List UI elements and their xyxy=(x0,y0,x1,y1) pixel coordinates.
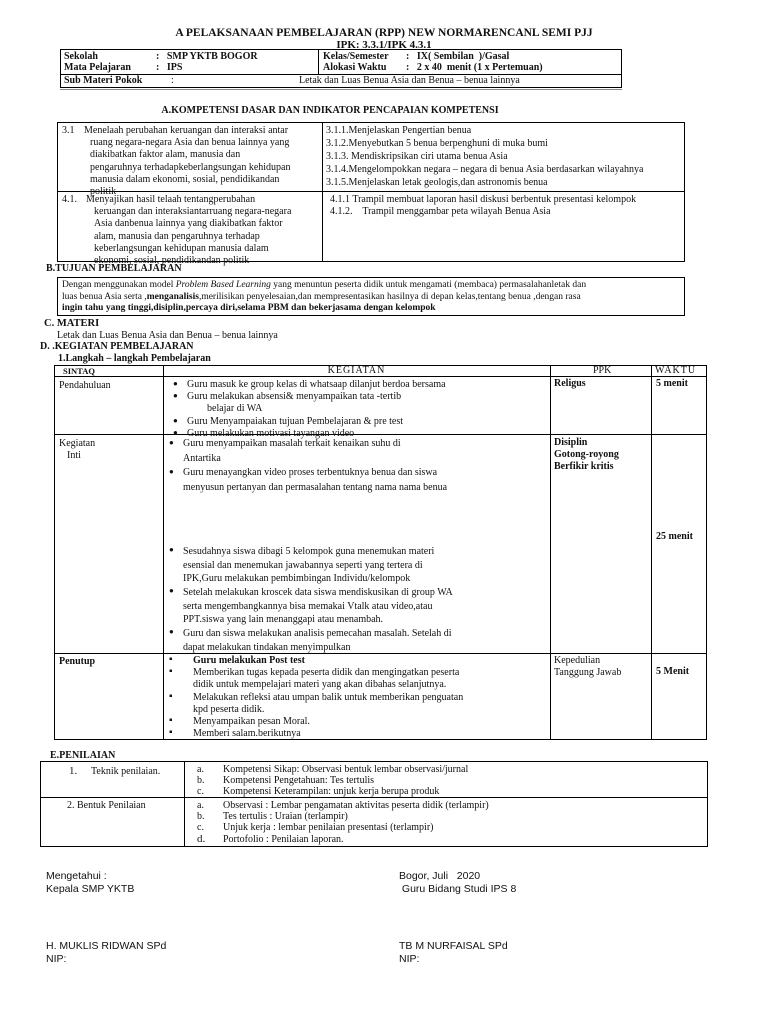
penilaian-table xyxy=(40,761,708,847)
col-ppk: PPK xyxy=(593,365,612,376)
waktu-penutup: 5 Menit xyxy=(656,666,690,677)
ppk-item: Disiplin xyxy=(554,437,588,448)
sign-right-role: Guru Bidang Studi IPS 8 xyxy=(399,882,517,895)
sign-right-place-date: Bogor, Juli 2020 xyxy=(399,870,481,882)
col-sintaq: SINTAQ xyxy=(63,366,95,376)
list-item: ● Guru Menyampaiakan tujuan Pembelajaran & pre test xyxy=(171,416,549,428)
list-item: Tes tertulis : Uraian (terlampir) xyxy=(223,811,348,822)
tujuan-text: Dengan menggunakan model xyxy=(62,280,176,290)
kd4-number: 4.1. xyxy=(62,194,77,205)
list-item: Kompetensi Pengetahuan: Tes tertulis xyxy=(223,775,375,786)
kd4-line: alam, manusia dan pengaruhnya terhadap xyxy=(94,230,260,242)
kd4-line: keruangan dan interaksiantarruang negara-negara xyxy=(94,206,292,218)
kd3-number: 3.1 xyxy=(62,125,75,136)
list-item: ● Guru menayangkan video proses terbentuknya benua dan siswa xyxy=(167,466,549,481)
list-item: ● Guru masuk ke group kelas di whatsaap dilanjut berdoa bersama xyxy=(171,379,549,391)
sign-left-person: H. MUKLIS RIDWAN SPd xyxy=(46,940,167,952)
list-marker: c. xyxy=(197,822,204,833)
indicator-item: 3.1.1.Menjelaskan Pengertian benua xyxy=(326,125,472,136)
sintaq-pendahuluan: Pendahuluan xyxy=(59,380,111,391)
kd4-line: ekonomi, sosial, pendidikandan politik xyxy=(94,254,250,266)
list-item: esensial dan menemukan jawabannya seperti yang tertera di xyxy=(183,559,423,571)
sintaq-inti-line: Inti xyxy=(67,450,81,462)
submateri-underline xyxy=(60,89,622,90)
bentuk-label: 2. Bentuk Penilaian xyxy=(67,800,146,811)
list-marker: a. xyxy=(197,764,204,775)
teknik-list xyxy=(197,764,702,797)
teknik-number: 1. xyxy=(69,765,78,777)
mapel-label: Mata Pelajaran xyxy=(64,62,131,73)
ppk-pendahuluan: Religus xyxy=(554,378,586,389)
tujuan-bold: menganalisis xyxy=(146,291,199,302)
ipk-line: IPK: 3.3.1/IPK 4.3.1 xyxy=(336,39,432,51)
sintaq-inti-line: Kegiatan xyxy=(59,438,96,449)
list-item: Observasi : Lembar pengamatan aktivitas peserta didik (terlampir) xyxy=(223,800,489,811)
submateri-label: Sub Materi Pokok xyxy=(64,75,143,86)
kd3-text xyxy=(84,125,320,198)
list-item: ▪ Menyampaikan pesan Moral. xyxy=(167,716,549,728)
section-e-heading: E.PENILAIAN xyxy=(50,750,116,761)
kd3-line: diakibatkan faktor alam, manusia dan xyxy=(90,149,241,161)
list-item: ▪ Memberi salam.berikutnya xyxy=(167,728,549,740)
list-item: ● Guru menyampaikan masalah terkait kenaikan suhu di xyxy=(167,437,549,452)
list-marker: a. xyxy=(197,800,204,811)
indicator-item: 4.1.1 Trampil membuat laporan hasil diskusi berbentuk presentasi kelompok xyxy=(330,194,637,205)
kd3-line: pengaruhnya terhadapkeberlangsungan kehidupan xyxy=(90,161,291,173)
list-item: ▪ Melakukan refleksi atau umpan balik untuk memberikan penguatan xyxy=(167,692,549,704)
indicator-item: 3.1.3. Mendiskripsikan ciri utama benua Asia xyxy=(326,151,508,162)
list-item: ▪ Memberikan tugas kepada peserta didik dan mengingatkan peserta xyxy=(167,667,549,679)
indicator-item: 4.1.2. Trampil menggambar peta wilayah Benua Asia xyxy=(330,206,551,217)
ppk-item: Tanggung Jawab xyxy=(554,667,622,679)
tujuan-text: ,merilisikan penyelesaian,dan mempresentasikan hasilnya di depan kelas,tentang benua ,dengan rasa xyxy=(198,291,581,302)
section-a-heading: A.KOMPETENSI DASAR DAN INDIKATOR PENCAPAIAN KOMPETENSI xyxy=(161,105,499,116)
list-item: Unjuk kerja : lembar penilaian presentasi (terlampir) xyxy=(223,822,434,833)
signature-left xyxy=(46,870,134,896)
tujuan-bold: ingin tahu yang tinggi,disiplin,percaya diri,selama PBM dan bekerjasama dengan kelompok xyxy=(62,303,436,314)
sign-left-nip: NIP: xyxy=(46,952,67,965)
kd-table xyxy=(57,122,685,266)
materi-text: Letak dan Luas Benua Asia dan Benua – benua lainnya xyxy=(57,330,278,341)
sign-right-nip: NIP: xyxy=(399,952,420,965)
list-item: ● Guru melakukan motivasi tayangan video xyxy=(171,428,549,440)
section-c-heading: C. MATERI xyxy=(44,318,100,329)
tujuan-model: Problem Based Learning xyxy=(175,280,271,290)
kd3-line: politik xyxy=(90,185,117,197)
pendahuluan-list xyxy=(171,379,549,440)
list-item: didik untuk mempelajari materi yang akan dibahas selanjutnya. xyxy=(193,679,447,691)
sign-left-known: Mengetahui : xyxy=(46,870,107,882)
kd3-line: manusia dalam ekonomi, sosial, pendidikandan xyxy=(90,173,280,185)
ppk-item: Berfikir kritis xyxy=(554,461,614,473)
sintaq-inti xyxy=(59,438,95,462)
penutup-list xyxy=(167,655,549,740)
tujuan-text: yang menuntun peserta didik untuk mengamati (membaca) permasalahanletak dan xyxy=(270,280,587,290)
indicator-item: 3.1.5.Menjelaskan letak geologis,dan astronomis benua xyxy=(326,177,548,188)
list-item: serta mengembangkannya bisa memakai Vtalk atau video,atau xyxy=(183,600,433,612)
list-item: menyusun pertanyan dan permasalahan tentang nama nama benua xyxy=(183,481,448,493)
inti-list-top xyxy=(167,437,549,495)
ppk-inti xyxy=(554,437,619,474)
kd3-line: ruang negara-negara Asia dan benua lainnya yang xyxy=(90,137,290,149)
list-item: Kompetensi Sikap: Observasi bentuk lembar observasi/jurnal xyxy=(223,764,469,775)
signature-right-name xyxy=(399,940,508,966)
indicator-item: 3.1.2.Menyebutkan 5 benua berpenghuni di muka bumi xyxy=(326,138,548,149)
list-item: dapat melakukan tindakan menyimpulkan xyxy=(183,641,351,653)
submateri-value: Letak dan Luas Benua Asia dan Benua – benua lainnya xyxy=(299,75,520,86)
bentuk-list xyxy=(197,800,702,844)
indicator-4-list xyxy=(330,194,682,218)
list-item: Kompetensi Keterampilan: unjuk kerja berupa produk xyxy=(223,786,440,797)
kd4-line: Menyajikan hasil telaah tentangperubahan xyxy=(86,194,256,205)
list-item: ● Guru dan siswa melakukan analisis pemecahan masalah. Setelah di xyxy=(167,627,549,641)
kd4-line: keberlangsungan kehidupan manusia dalam xyxy=(94,242,269,254)
sign-left-role: Kepala SMP YKTB xyxy=(46,882,135,895)
list-marker: d. xyxy=(197,833,206,845)
list-item: belajar di WA xyxy=(207,403,263,415)
alokasi-label: Alokasi Waktu xyxy=(323,62,387,73)
kd4-text xyxy=(86,194,320,267)
list-marker: b. xyxy=(197,775,205,786)
sekolah-value: : SMP YKTB BOGOR xyxy=(156,51,258,62)
waktu-inti: 25 menit xyxy=(656,531,693,542)
indicator-item: 3.1.4.Mengelompokkan negara – negara di benua Asia berdasarkan wilayahnya xyxy=(326,164,644,175)
list-item: ▪ Guru melakukan Post test xyxy=(167,655,549,667)
list-item: ● Sesudahnya siswa dibagi 5 kelompok guna menemukan materi xyxy=(167,545,549,559)
section-d-heading: D. .KEGIATAN PEMBELAJARAN xyxy=(40,341,194,352)
list-item: kpd peserta didik. xyxy=(193,703,265,715)
sekolah-label: Sekolah xyxy=(64,51,98,62)
submateri-colon: : xyxy=(171,75,174,86)
waktu-pendahuluan: 5 menit xyxy=(656,378,688,389)
ppk-item: Kepedulian xyxy=(554,655,601,666)
list-item: IPK,Guru melakukan pembimbingan Individu/kelompok xyxy=(183,573,411,585)
list-item: ● Guru melakukan absensi& menyampaikan tata -tertib xyxy=(171,391,549,403)
list-item: Antartika xyxy=(183,452,221,464)
alokasi-value: : 2 x 40 menit (1 x Pertemuan) xyxy=(406,62,543,73)
tujuan-text: luas benua Asia serta , xyxy=(62,291,147,302)
section-b-heading: B.TUJUAN PEMBELAJARAN xyxy=(46,263,182,274)
list-item: PPT.siswa yang lain menanggapi atau menambah. xyxy=(183,614,384,626)
col-kegiatan: KEGIATAN xyxy=(327,365,386,376)
signature-left-name xyxy=(46,940,166,966)
list-marker: b. xyxy=(197,811,205,822)
kd3-line: Menelaah perubahan keruangan dan interaksi antar xyxy=(84,125,289,136)
sign-right-person: TB M NURFAISAL SPd xyxy=(399,940,508,952)
document-title: A PELAKSANAAN PEMBELAJARAN (RPP) NEW NORMARENCANL SEMI PJJ xyxy=(175,27,593,39)
indicator-3-list xyxy=(326,125,682,190)
kegiatan-table xyxy=(54,365,707,740)
ppk-penutup xyxy=(554,655,621,679)
inti-list-bottom xyxy=(167,545,549,655)
mapel-value: : IPS xyxy=(156,62,183,73)
tujuan-box xyxy=(57,277,685,316)
signature-right xyxy=(399,870,516,896)
ppk-item: Gotong-royong xyxy=(554,449,619,461)
teknik-label: Teknik penilaian. xyxy=(91,766,161,777)
kd4-line: Asia danbenua lainnya yang diakibatkan faktor xyxy=(94,218,283,230)
sintaq-penutup: Penutup xyxy=(59,656,96,667)
section-d-subheading: 1.Langkah – langkah Pembelajaran xyxy=(58,353,211,364)
list-item: Portofolio : Penilaian laporan. xyxy=(223,834,344,845)
kelas-label: Kelas/Semester xyxy=(323,51,389,62)
col-waktu: WAKTU xyxy=(655,365,697,376)
kelas-value: : IX( Sembilan )/Gasal xyxy=(406,51,510,62)
info-table xyxy=(60,49,622,88)
list-item: ● Setelah melakukan kroscek data siswa mendiskusikan di group WA xyxy=(167,586,549,600)
list-marker: c. xyxy=(197,786,204,797)
